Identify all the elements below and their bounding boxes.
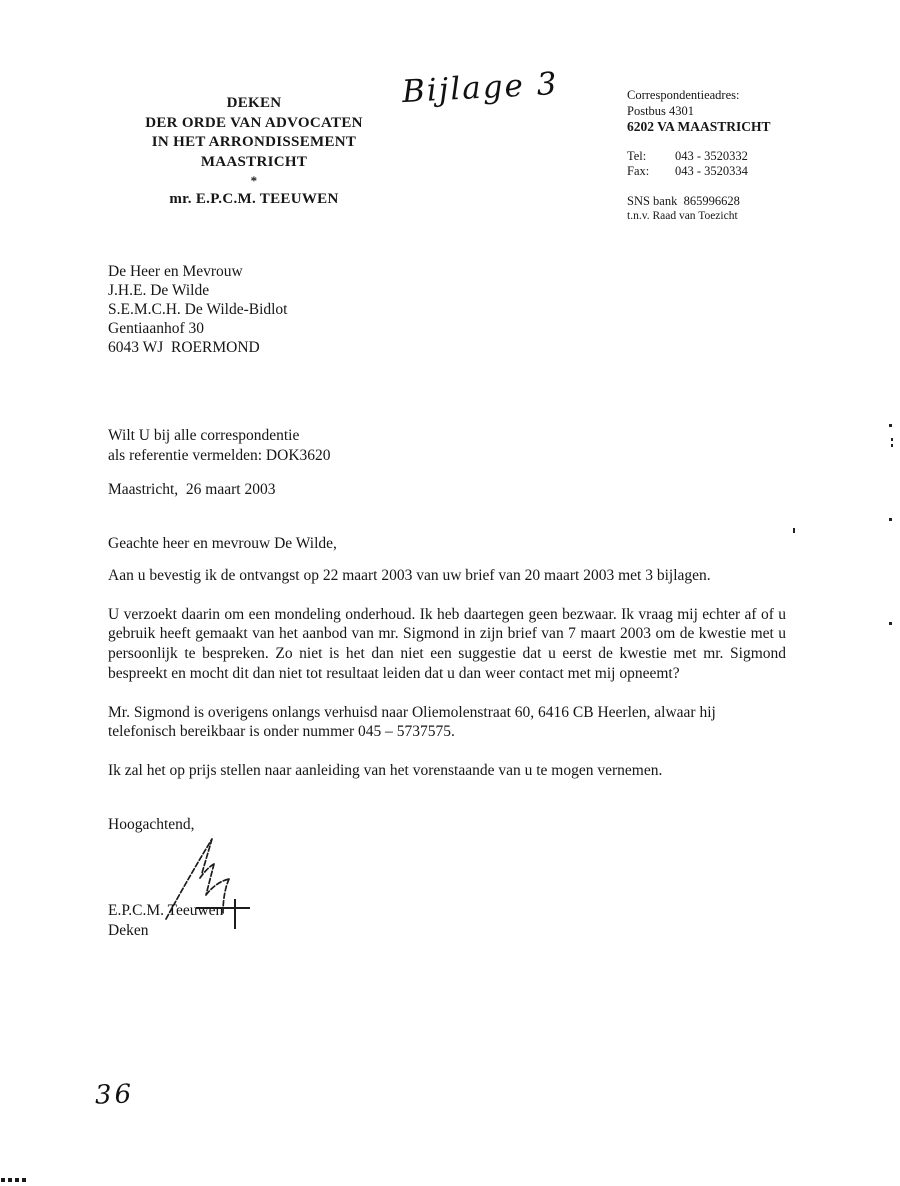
body-paragraph: U verzoekt daarin om een mondeling onderhoud. Ik heb daartegen geen bezwaar. Ik vraag mij echter af of u gebruik heeft gemaakt van het aanbod van mr. Sigmond in zijn brief van 7 maart 2003 om de kwestie met u persoonlijk te bespreken. Zo niet is het dan niet een suggestie dat u eerst de kwestie met mr. Sigmond bespreekt en mocht dit dan niet tot resultaat leiden dat u dan weer contact met mij opneemt? <box>108 605 786 682</box>
body-paragraph: Ik zal het op prijs stellen naar aanleiding van het vorenstaande van u te mogen vernemen. <box>108 761 663 779</box>
tel-row <box>627 149 877 165</box>
letterhead-name: mr. E.P.C.M. TEEUWEN <box>169 191 339 207</box>
bank-attn: t.n.v. Raad van Toezicht <box>627 210 738 222</box>
reference-line: als referentie vermelden: DOK3620 <box>108 447 331 464</box>
salutation: Geachte heer en mevrouw De Wilde, <box>108 535 337 552</box>
recipient-line: S.E.M.C.H. De Wilde-Bidlot <box>108 301 288 318</box>
recipient-line: J.H.E. De Wilde <box>108 282 210 299</box>
scan-speck <box>891 444 893 447</box>
reference-note <box>108 426 331 466</box>
signature-tail <box>234 899 236 929</box>
correspondence-address <box>627 88 877 225</box>
bank-account: SNS bank 865996628 <box>627 193 740 208</box>
handwritten-attachment-note: Bijlage 3 <box>401 65 560 111</box>
letterhead-line: DEKEN <box>226 95 282 111</box>
letterhead-star: * <box>250 173 258 188</box>
scan-speck <box>891 438 893 441</box>
reference-line: Wilt U bij alle correspondentie <box>108 427 300 444</box>
fax-number: 043 - 3520334 <box>675 164 748 178</box>
scan-speck <box>793 528 795 533</box>
fax-row <box>627 164 877 180</box>
letter-body <box>108 566 786 800</box>
tel-label: Tel: <box>627 148 647 163</box>
pobox: Postbus 4301 <box>627 103 695 118</box>
valediction: Hoogachtend, <box>108 816 195 833</box>
letterhead-line: MAASTRICHT <box>200 153 308 170</box>
letterhead <box>118 94 390 210</box>
recipient-line: De Heer en Mevrouw <box>108 263 243 280</box>
dateline: Maastricht, 26 maart 2003 <box>108 481 276 498</box>
scan-edge-dots <box>1 1178 26 1182</box>
recipient-line: Gentiaanhof 30 <box>108 320 204 337</box>
scan-speck <box>889 622 892 625</box>
fax-label: Fax: <box>627 164 650 178</box>
correspondence-label: Correspondentieadres: <box>627 88 740 102</box>
recipient-line: 6043 WJ ROERMOND <box>108 339 260 356</box>
scan-speck <box>889 518 892 521</box>
body-paragraph: Mr. Sigmond is overigens onlangs verhuisd naar Oliemolenstraat 60, 6416 CB Heerlen, alwaar hij telefonisch bereikbaar is onder nummer 045 – 5737575. <box>108 703 716 741</box>
recipient-address <box>108 262 288 357</box>
signer-title: Deken <box>108 922 149 939</box>
signer-name: E.P.C.M. Teeuwen <box>108 902 224 919</box>
letterhead-line: IN HET ARRONDISSEMENT <box>151 134 357 150</box>
tel-number: 043 - 3520332 <box>675 148 748 163</box>
signer-block <box>108 901 223 941</box>
scan-speck <box>889 424 892 427</box>
handwritten-page-number: 36 <box>94 1079 135 1111</box>
body-paragraph: Aan u bevestig ik de ontvangst op 22 maart 2003 van uw brief van 20 maart 2003 met 3 bijlagen. <box>108 567 711 584</box>
postal-city: 6202 VA MAASTRICHT <box>627 119 771 134</box>
letterhead-line: DER ORDE VAN ADVOCATEN <box>145 114 363 131</box>
